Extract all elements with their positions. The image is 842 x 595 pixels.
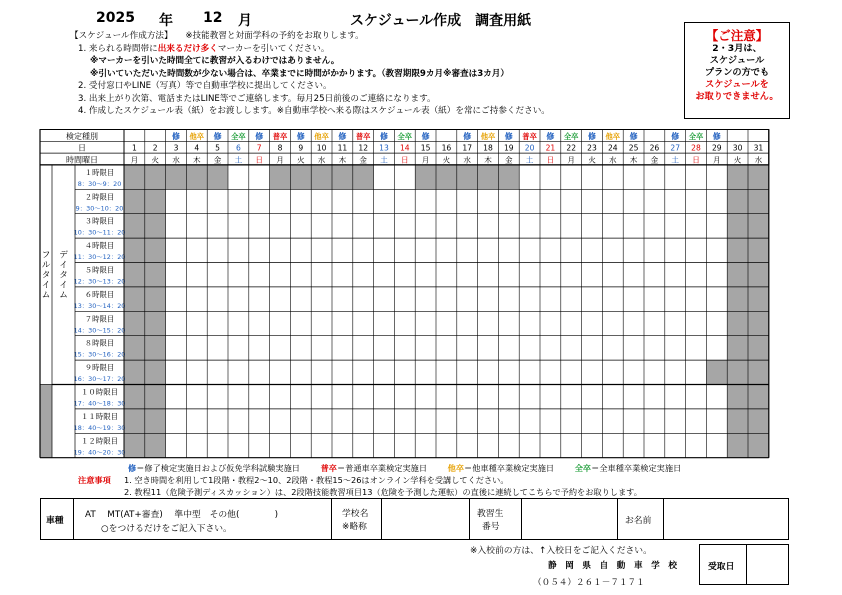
kind-5: 修 xyxy=(213,131,222,141)
period-time-6: 13：30～14：20 xyxy=(73,301,126,310)
group-full-char: ム xyxy=(41,290,51,301)
legend xyxy=(128,463,681,474)
kind-18: 他卒 xyxy=(480,131,496,141)
group-day-char: ム xyxy=(59,290,68,301)
instruction-1b: マーカーを引いてください。 xyxy=(217,43,330,54)
day-18: 18 xyxy=(483,143,493,153)
weekday-8: 月 xyxy=(276,155,284,165)
grid-shaded-cell xyxy=(436,165,457,189)
grid-shaded-cell xyxy=(706,360,727,384)
kind-28: 全卒 xyxy=(688,131,704,141)
header-kind-label: 検定種別 xyxy=(66,131,98,141)
grid-shaded-cell xyxy=(727,263,748,287)
period-name-6: ６時限目 xyxy=(84,289,115,299)
grid-shaded-cell xyxy=(124,433,145,457)
grid-shaded-cell xyxy=(727,189,748,213)
day-14: 14 xyxy=(399,143,410,153)
grid-shaded-cell xyxy=(478,165,499,189)
grid-shaded-cell xyxy=(145,189,166,213)
weekday-2: 火 xyxy=(151,155,159,165)
period-name-7: ７時限目 xyxy=(84,314,115,324)
day-6: 6 xyxy=(235,143,241,153)
month: 12 xyxy=(203,10,223,26)
day-26: 26 xyxy=(649,143,660,153)
grid-shaded-cell xyxy=(748,214,769,238)
group-day-char: イ xyxy=(59,280,68,291)
day-12: 12 xyxy=(358,143,369,153)
name-field[interactable] xyxy=(667,513,785,527)
period-name-1: １時限目 xyxy=(84,167,115,177)
instructions-heading-label: 【スケジュール作成方法】 xyxy=(70,31,173,41)
notice-line-4: スケジュールを xyxy=(705,79,769,90)
day-28: 28 xyxy=(691,143,701,153)
day-9: 9 xyxy=(298,143,304,153)
grid-shaded-cell xyxy=(124,311,145,335)
weekday-13: 土 xyxy=(380,155,388,165)
grid-shaded-cell xyxy=(311,165,332,189)
weekday-11: 木 xyxy=(338,155,347,165)
day-4: 4 xyxy=(194,143,200,153)
instruction-2: ※マーカーを引いた時間全てに教習が入るわけではありません。 xyxy=(90,56,340,66)
day-11: 11 xyxy=(337,143,348,153)
kind-7: 修 xyxy=(255,131,264,141)
weekday-28: 日 xyxy=(692,155,700,165)
grid-shaded-cell xyxy=(727,214,748,238)
grid-shaded-cell xyxy=(748,287,769,311)
day-1: 1 xyxy=(131,143,137,153)
weekday-23: 火 xyxy=(588,155,596,165)
grid-shaded-cell xyxy=(748,165,769,189)
school-note: ※略称 xyxy=(342,522,367,532)
day-23: 23 xyxy=(587,143,597,153)
day-16: 16 xyxy=(441,143,452,153)
period-time-1: 8：30～9：20 xyxy=(77,179,122,188)
weekday-21: 日 xyxy=(546,155,555,165)
period-name-5: ５時限目 xyxy=(84,265,115,275)
day-27: 27 xyxy=(670,143,681,153)
group-day-char: デ xyxy=(59,250,68,261)
grid-shaded-cell xyxy=(124,385,145,409)
legend-fu-mark: 普卒 xyxy=(320,463,337,473)
grid-shaded-cell xyxy=(498,165,519,189)
kind-25: 修 xyxy=(629,131,638,141)
day-25: 25 xyxy=(628,143,639,153)
grid-shaded-cell xyxy=(145,287,166,311)
day-17: 17 xyxy=(462,143,473,153)
grid-shaded-cell xyxy=(332,165,353,189)
notice-line-2: スケジュール xyxy=(709,55,765,66)
student-no-label-2: 番号 xyxy=(482,522,500,532)
grid-shaded-cell xyxy=(166,165,187,189)
kind-29: 修 xyxy=(712,131,721,141)
kind-17: 修 xyxy=(463,131,472,141)
weekday-10: 水 xyxy=(317,155,326,165)
kind-8: 普卒 xyxy=(272,131,288,141)
grid-shaded-cell xyxy=(124,165,145,189)
legend-shu-text: ＝修了検定実施日および仮免学科試験実施日 xyxy=(136,463,300,473)
legend-shu-mark: 修 xyxy=(128,463,137,473)
grid-shaded-cell xyxy=(727,311,748,335)
grid-shaded-cell xyxy=(124,238,145,262)
period-name-2: ２時限目 xyxy=(84,192,115,202)
weekday-16: 火 xyxy=(442,155,451,165)
group-full-char: ル xyxy=(41,260,51,271)
kind-12: 普卒 xyxy=(355,131,371,141)
grid-shaded-cell xyxy=(727,336,748,360)
instruction-4: 2. 受付窓口やLINE（写真）等で自動車学校に提出してください。 xyxy=(78,81,332,91)
grid-shaded-cell xyxy=(748,433,769,457)
kind-14: 全卒 xyxy=(397,131,413,141)
weekday-26: 金 xyxy=(650,155,659,165)
period-name-9: ９時限目 xyxy=(84,363,115,373)
legend-zen-mark: 全卒 xyxy=(574,463,592,473)
school-label: 学校名 xyxy=(342,509,369,519)
evening-group-shade xyxy=(40,385,52,458)
grid-shaded-cell xyxy=(748,360,769,384)
grid-shaded-cell xyxy=(727,385,748,409)
day-2: 2 xyxy=(152,143,158,153)
kind-9: 修 xyxy=(296,131,305,141)
day-29: 29 xyxy=(711,143,722,153)
weekday-24: 水 xyxy=(609,155,617,165)
school-field[interactable] xyxy=(385,513,465,527)
grid-shaded-cell xyxy=(415,165,436,189)
name-label: お名前 xyxy=(625,516,652,526)
grid-shaded-cell xyxy=(124,336,145,360)
instruction-5: 3. 出来上がり次第、電話またはLINE等でご連絡します。毎月25日前後のご連絡になります。 xyxy=(78,93,436,104)
student-no-field[interactable] xyxy=(525,513,613,527)
grid-shaded-cell xyxy=(727,165,748,189)
weekday-12: 金 xyxy=(359,155,367,165)
day-10: 10 xyxy=(316,143,327,153)
weekday-14: 日 xyxy=(401,155,409,165)
weekday-17: 水 xyxy=(463,155,471,165)
grid-shaded-cell xyxy=(727,433,748,457)
grid-shaded-cell xyxy=(145,336,166,360)
grid-shaded-cell xyxy=(207,165,228,189)
period-name-11: １１時限目 xyxy=(81,411,118,421)
notice-line-5: お取りできません。 xyxy=(695,91,779,102)
legend-ta-mark: 他卒 xyxy=(447,463,465,473)
grid-shaded-cell xyxy=(124,189,145,213)
weekday-3: 水 xyxy=(172,155,180,165)
notice-line-3: プランの方でも xyxy=(704,67,770,78)
school-name: 静 岡 県 自 動 車 学 校 xyxy=(548,561,677,571)
grid-shaded-cell xyxy=(727,360,748,384)
grid-shaded-cell xyxy=(145,409,166,433)
day-31: 31 xyxy=(753,143,764,153)
note-2: 2. 教程11（危険予測ディスカッション）は、2段階技能教習項目13（危険を予測した運転）の直後に連続してこちらで予約をお取りします。 xyxy=(124,487,642,497)
weekday-15: 月 xyxy=(421,155,430,165)
year: 2025 xyxy=(96,10,135,26)
grid-shaded-cell xyxy=(145,360,166,384)
grid-shaded-cell xyxy=(145,238,166,262)
kind-4: 他卒 xyxy=(189,131,205,141)
applicant-info-box xyxy=(40,498,789,540)
day-3: 3 xyxy=(173,143,179,153)
header-day-label: 日 xyxy=(78,143,86,153)
weekday-9: 火 xyxy=(297,155,305,165)
kind-24: 他卒 xyxy=(605,131,621,141)
weekday-1: 月 xyxy=(130,155,139,165)
group-day-char: イ xyxy=(59,260,68,271)
period-name-10: １０時限目 xyxy=(81,387,118,397)
period-time-8: 15：30～16：20 xyxy=(73,350,126,359)
kind-10: 他卒 xyxy=(314,131,329,141)
grid-shaded-cell xyxy=(353,165,374,189)
car-type-note: ○をつけるだけをご記入下さい。 xyxy=(101,524,232,534)
grid-shaded-cell xyxy=(748,336,769,360)
received-date-label: 受取日 xyxy=(708,562,735,572)
grid-shaded-cell xyxy=(124,409,145,433)
period-time-2: 9：30～10：20 xyxy=(75,204,124,213)
grid-shaded-cell xyxy=(124,360,145,384)
weekday-22: 月 xyxy=(567,155,575,165)
weekday-30: 火 xyxy=(733,155,742,165)
grid-shaded-cell xyxy=(748,189,769,213)
kind-23: 修 xyxy=(588,131,596,141)
day-22: 22 xyxy=(566,143,577,153)
weekday-6: 土 xyxy=(234,155,243,165)
grid-shaded-cell xyxy=(145,214,166,238)
header-time-label: 時間曜日 xyxy=(66,155,98,165)
grid-shaded-cell xyxy=(727,287,748,311)
group-full-char: タ xyxy=(41,270,51,281)
period-time-4: 11：30～12：20 xyxy=(73,253,126,262)
grid-shaded-cell xyxy=(124,263,145,287)
kind-21: 修 xyxy=(546,131,555,141)
instruction-1-emphasis: 出来るだけ多く xyxy=(157,43,218,54)
kind-15: 修 xyxy=(421,131,430,141)
weekday-20: 土 xyxy=(525,155,534,165)
day-24: 24 xyxy=(607,143,618,153)
grid-shaded-cell xyxy=(748,409,769,433)
day-21: 21 xyxy=(545,143,556,153)
kind-20: 普卒 xyxy=(522,131,537,141)
day-30: 30 xyxy=(732,143,743,153)
period-time-3: 10：30～11：20 xyxy=(73,228,126,237)
month-label: 月 xyxy=(238,13,252,29)
grid-shaded-cell xyxy=(457,165,478,189)
legend-fu-text: ＝普通車卒業検定実施日 xyxy=(336,463,428,473)
kind-6: 全卒 xyxy=(231,131,246,141)
legend-ta-text: ＝他車種卒業検定実施日 xyxy=(464,463,555,473)
grid-shaded-cell xyxy=(145,165,166,189)
day-7: 7 xyxy=(256,143,262,153)
kind-19: 修 xyxy=(504,131,513,141)
weekday-7: 日 xyxy=(255,155,263,165)
weekday-19: 金 xyxy=(505,155,513,165)
weekday-29: 月 xyxy=(713,155,721,165)
kind-27: 修 xyxy=(671,131,680,141)
weekday-31: 水 xyxy=(754,155,763,165)
kind-13: 修 xyxy=(380,131,388,141)
received-date-field[interactable] xyxy=(750,551,786,579)
grid-shaded-cell xyxy=(145,311,166,335)
period-name-8: ８時限目 xyxy=(84,338,115,348)
period-time-11: 18：40～19：30 xyxy=(73,423,126,432)
period-name-3: ３時限目 xyxy=(84,216,115,226)
weekday-5: 金 xyxy=(213,155,222,165)
period-time-12: 19：40～20：30 xyxy=(73,448,126,457)
notice-line-1: 2・3月は、 xyxy=(712,43,762,54)
car-type-options[interactable]: AT MT(AT+審査) 準中型 その他( ) xyxy=(85,510,279,520)
grid-shaded-cell xyxy=(124,214,145,238)
page-title: スケジュール作成 調査用紙 xyxy=(350,13,532,29)
grid-shaded-cell xyxy=(145,433,166,457)
day-13: 13 xyxy=(379,143,389,153)
period-time-7: 14：30～15：20 xyxy=(73,326,126,335)
grid-shaded-cell xyxy=(186,165,207,189)
student-no-label: 教習生 xyxy=(477,509,504,519)
notes-label: 注意事項 xyxy=(78,475,111,485)
kind-11: 修 xyxy=(338,131,347,141)
grid-shaded-cell xyxy=(748,263,769,287)
note-1: 1. 空き時間を利用して1段階・教程2～10、2段階・教程15～26はオンライン学科を受講してください。 xyxy=(124,475,509,485)
kind-3: 修 xyxy=(172,131,180,141)
grid-shaded-cell xyxy=(748,238,769,262)
period-time-10: 17：40～18：30 xyxy=(73,399,126,408)
instruction-6: 4. 作成したスケジュール表（紙）をお渡しします。※自動車学校へ来る際はスケジュール表（紙）を常にご持参ください。 xyxy=(78,106,550,116)
grid-shaded-cell xyxy=(145,385,166,409)
instruction-3: ※引いていただいた時間数が少ない場合は、卒業までに時間がかかります。（教習期限9カ月※審査は3カ月） xyxy=(90,68,509,79)
day-8: 8 xyxy=(277,143,283,153)
day-5: 5 xyxy=(215,143,221,153)
car-type-label: 車種 xyxy=(46,516,64,526)
year-label: 年 xyxy=(159,13,173,29)
period-name-4: ４時限目 xyxy=(84,241,115,251)
kind-22: 全卒 xyxy=(563,131,579,141)
grid-shaded-cell xyxy=(270,165,291,189)
grid-shaded-cell xyxy=(727,409,748,433)
notice-title: 【ご注意】 xyxy=(705,28,769,43)
day-20: 20 xyxy=(524,143,535,153)
group-full-char: フ xyxy=(41,250,51,261)
period-name-12: １２時限目 xyxy=(81,436,118,446)
legend-zen-text: ＝全車種卒業検定実施日 xyxy=(591,463,682,473)
grid-shaded-cell xyxy=(748,385,769,409)
period-time-5: 12：30～13：20 xyxy=(73,277,126,286)
grid-shaded-cell xyxy=(748,311,769,335)
weekday-25: 木 xyxy=(629,155,638,165)
group-day-char: タ xyxy=(59,270,68,281)
day-19: 19 xyxy=(503,143,514,153)
received-date-box xyxy=(699,544,789,585)
entry-note: ※入校前の方は、↑入校日をご記入ください。 xyxy=(470,546,652,556)
grid-shaded-cell xyxy=(124,287,145,311)
grid-shaded-cell xyxy=(145,263,166,287)
weekday-18: 木 xyxy=(484,155,492,165)
instruction-1a: 1. 来られる時間帯に xyxy=(78,43,158,54)
instructions-heading-note: ※技能教習と対面学科の予約をお取りします。 xyxy=(185,31,364,41)
day-15: 15 xyxy=(420,143,431,153)
grid-shaded-cell xyxy=(727,238,748,262)
school-phone: （０５４）２６１－７１７１ xyxy=(533,578,645,588)
weekday-4: 木 xyxy=(193,155,201,165)
group-full-char: イ xyxy=(41,280,51,291)
weekday-27: 土 xyxy=(671,155,679,165)
grid-shaded-cell xyxy=(290,165,311,189)
period-time-9: 16：30～17：20 xyxy=(73,375,126,384)
